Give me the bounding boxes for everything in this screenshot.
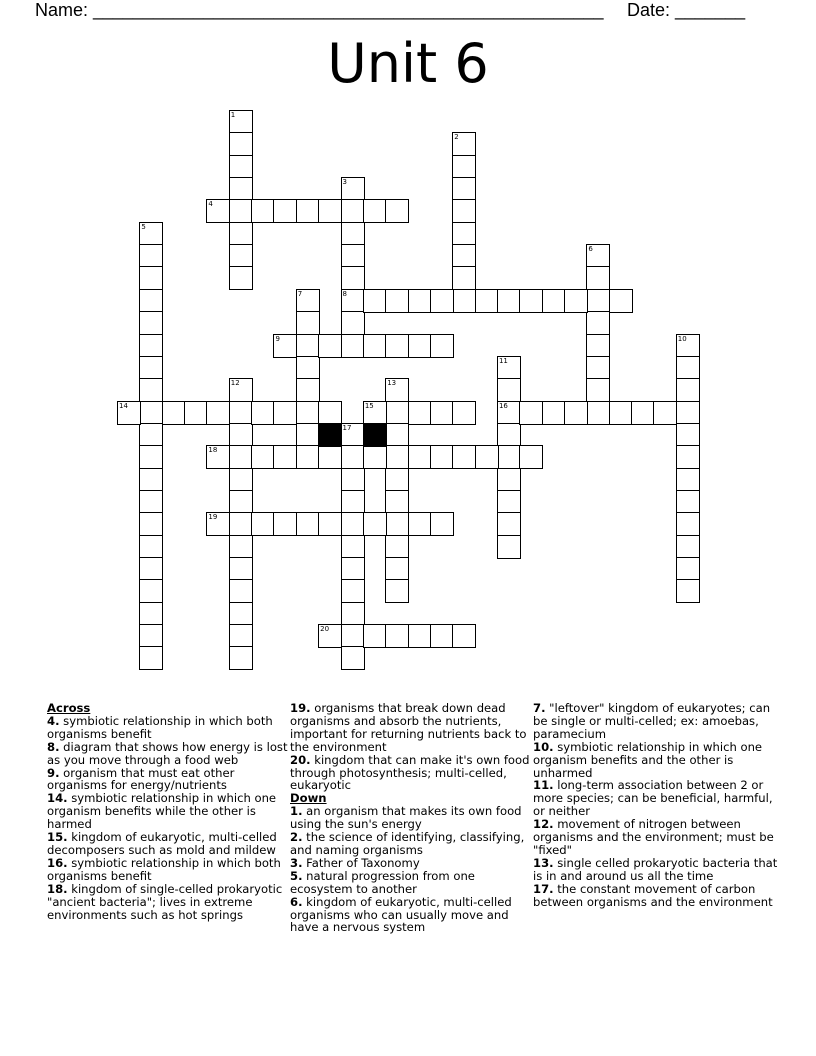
grid-cell[interactable] [341,445,365,469]
grid-cell[interactable] [452,401,476,425]
grid-cell[interactable] [251,199,275,223]
grid-cell[interactable] [251,445,275,469]
clue-text: kingdom of eukaryotic, multi-celled organisms who can usually move and have a nervous system [290,894,512,935]
across-clue [47,883,292,922]
clue-text: diagram that shows how energy is lost as you move through a food web [47,739,288,767]
grid-cell[interactable] [452,289,476,313]
clue-number-label: 19 [208,513,218,522]
grid-cell[interactable] [229,199,253,223]
grid-cell[interactable] [229,512,253,536]
across-clue [47,741,292,767]
grid-cell[interactable] [385,512,409,536]
grid-cell[interactable] [363,334,387,358]
across-clue [47,792,292,831]
grid-cell[interactable] [341,244,365,268]
grid-cell[interactable] [229,602,253,626]
grid-cell[interactable] [497,468,521,492]
grid-cell[interactable] [229,579,253,603]
grid-cell[interactable] [139,468,163,492]
clues-column-3 [533,702,778,909]
grid-cell[interactable] [519,289,543,313]
down-heading: Down [290,791,327,806]
grid-cell[interactable] [519,445,543,469]
grid-cell[interactable] [229,557,253,581]
clue-number-label: 9 [275,334,280,343]
grid-cell[interactable] [139,512,163,536]
grid-cell[interactable] [139,356,163,380]
grid-cell[interactable] [139,445,163,469]
grid-cell[interactable] [229,445,253,469]
grid-cell[interactable] [676,356,700,380]
grid-cell[interactable] [363,199,387,223]
clue-number: 3. [290,855,303,870]
grid-cell[interactable] [273,199,297,223]
across-clue [47,857,292,883]
grid-cell[interactable] [117,401,141,425]
grid-cell[interactable] [586,334,610,358]
clue-number-label: 7 [297,289,303,298]
clue-text: Father of Taxonomy [306,855,420,870]
grid-cell[interactable] [676,445,700,469]
grid-cell[interactable] [408,334,432,358]
grid-cell[interactable] [676,579,700,603]
grid-cell[interactable] [296,445,320,469]
clue-text: symbiotic relationship in which one organism benefits and the other is unharmed [533,739,763,780]
grid-cell[interactable] [497,401,521,425]
black-cell [363,423,387,447]
across-clue [290,754,535,793]
grid-cell[interactable] [273,401,297,425]
grid-cell[interactable] [139,602,163,626]
grid-cell[interactable] [251,401,275,425]
clue-number-label: 18 [208,446,218,455]
grid-cell[interactable] [341,199,365,223]
grid-cell[interactable] [676,378,700,402]
clue-number: 16. [47,855,68,870]
black-cell [318,423,342,447]
grid-cell[interactable] [139,646,163,670]
grid-cell[interactable] [564,289,588,313]
across-clue [47,767,292,793]
grid-cell[interactable] [296,356,320,380]
down-clue [290,805,535,831]
clue-number-label: 8 [342,289,347,298]
grid-cell[interactable] [139,222,163,246]
clue-text: organism that must eat other organisms for energy/nutrients [47,765,235,793]
grid-cell[interactable] [452,177,476,201]
grid-cell[interactable] [341,222,365,246]
grid-cell[interactable] [341,334,365,358]
clue-number: 2. [290,830,303,845]
grid-cell[interactable] [452,132,476,156]
grid-cell[interactable] [475,289,499,313]
grid-cell[interactable] [341,289,365,313]
grid-cell[interactable] [542,289,566,313]
grid-cell[interactable] [385,378,409,402]
clue-number-label: 16 [498,401,508,410]
grid-cell[interactable] [430,401,454,425]
grid-cell[interactable] [341,423,365,447]
grid-cell[interactable] [229,177,253,201]
grid-cell[interactable] [475,445,499,469]
down-clue [533,702,778,741]
grid-cell[interactable] [229,266,253,290]
grid-cell[interactable] [229,222,253,246]
clue-number: 14. [47,791,68,806]
grid-cell[interactable] [452,266,476,290]
grid-cell[interactable] [497,535,521,559]
clue-number-label: 14 [119,401,128,410]
grid-cell[interactable] [676,423,700,447]
grid-cell[interactable] [341,602,365,626]
clue-number-label: 15 [364,401,374,410]
grid-cell[interactable] [363,512,387,536]
grid-cell[interactable] [229,468,253,492]
grid-cell[interactable] [341,177,365,201]
grid-cell[interactable] [318,199,342,223]
grid-cell[interactable] [519,401,543,425]
clue-number-label: 4 [208,200,213,209]
grid-cell[interactable] [385,468,409,492]
grid-cell[interactable] [341,646,365,670]
grid-cell[interactable] [497,423,521,447]
grid-cell[interactable] [229,244,253,268]
grid-cell[interactable] [452,199,476,223]
grid-cell[interactable] [586,401,610,425]
grid-cell[interactable] [676,535,700,559]
grid-cell[interactable] [296,311,320,335]
grid-cell[interactable] [430,289,454,313]
grid-cell[interactable] [206,445,230,469]
grid-cell[interactable] [586,266,610,290]
clue-text: kingdom of eukaryotic, multi-celled decomposers such as mold and mildew [47,830,277,857]
grid-cell[interactable] [452,222,476,246]
grid-cell[interactable] [653,401,677,425]
grid-cell[interactable] [341,490,365,514]
grid-cell[interactable] [497,289,521,313]
clue-number-label: 17 [342,423,352,432]
clue-text: symbiotic relationship in which one organism benefits while the other is harmed [47,791,277,832]
grid-cell[interactable] [296,289,320,313]
grid-cell[interactable] [497,356,521,380]
grid-cell[interactable] [229,624,253,648]
grid-cell[interactable] [586,289,610,313]
grid-cell[interactable] [497,512,521,536]
grid-cell[interactable] [452,445,476,469]
grid-cell[interactable] [363,289,387,313]
grid-cell[interactable] [139,311,163,335]
grid-cell[interactable] [609,289,633,313]
clue-number: 5. [290,868,303,883]
grid-cell[interactable] [318,445,342,469]
clue-number: 15. [47,830,68,845]
grid-cell[interactable] [139,244,163,268]
grid-cell[interactable] [229,132,253,156]
grid-cell[interactable] [385,579,409,603]
grid-cell[interactable] [318,334,342,358]
grid-cell[interactable] [206,199,230,223]
grid-cell[interactable] [586,244,610,268]
grid-cell[interactable] [273,334,297,358]
grid-cell[interactable] [408,512,432,536]
clue-number: 7. [533,701,546,715]
clue-text: kingdom that can make it's own food through photosynthesis; multi-celled, eukaryotic [290,752,530,793]
grid-cell[interactable] [341,535,365,559]
clue-number-label: 5 [141,222,146,231]
clue-number-label: 3 [342,178,347,187]
clues-column-2 [290,702,535,934]
across-clue [290,702,535,754]
clue-text: the constant movement of carbon between organisms and the environment [533,881,773,909]
grid-cell[interactable] [363,624,387,648]
grid-cell[interactable] [341,512,365,536]
grid-cell[interactable] [229,646,253,670]
across-heading: Across [47,701,91,715]
down-clue [290,896,535,935]
clue-number: 10. [533,739,554,754]
grid-cell[interactable] [385,423,409,447]
grid-cell[interactable] [318,401,342,425]
clue-number: 1. [290,804,303,819]
grid-cell[interactable] [229,423,253,447]
grid-cell[interactable] [430,624,454,648]
clue-number: 13. [533,855,554,870]
clue-number-label: 11 [498,356,508,365]
clues-column-1 [47,702,292,921]
clue-text: movement of nitrogen between organisms and the environment; must be "fixed" [533,817,774,857]
down-clue [533,741,778,780]
grid-cell[interactable] [139,624,163,648]
grid-cell[interactable] [452,244,476,268]
across-clue [47,715,292,741]
grid-cell[interactable] [408,445,432,469]
grid-cell[interactable] [206,401,230,425]
clue-number: 19. [290,701,311,715]
clue-number-label: 2 [454,133,459,142]
grid-cell[interactable] [341,468,365,492]
clue-number: 12. [533,817,554,832]
down-clue [533,883,778,909]
clue-number: 20. [290,752,311,767]
grid-cell[interactable] [564,401,588,425]
clue-text: "leftover" kingdom of eukaryotes; can be single or multi-celled; ex: amoebas, paramecium [533,701,771,741]
grid-cell[interactable] [341,624,365,648]
grid-cell[interactable] [139,579,163,603]
page-title: Unit 6 [327,32,489,95]
date-field: Date: _______ [627,0,746,20]
grid-cell[interactable] [385,490,409,514]
grid-cell[interactable] [385,624,409,648]
clue-text: kingdom of single-celled prokaryotic "ancient bacteria"; lives in extreme environments such as hot springs [47,881,283,922]
grid-cell[interactable] [229,535,253,559]
grid-cell[interactable] [452,155,476,179]
grid-cell[interactable] [273,445,297,469]
grid-cell[interactable] [184,401,208,425]
grid-cell[interactable] [385,401,409,425]
grid-cell[interactable] [497,445,521,469]
grid-cell[interactable] [542,401,566,425]
down-clue [290,831,535,857]
down-clue [533,857,778,883]
grid-cell[interactable] [385,445,409,469]
grid-cell[interactable] [206,512,230,536]
grid-cell[interactable] [497,490,521,514]
grid-cell[interactable] [318,512,342,536]
grid-cell[interactable] [385,289,409,313]
grid-cell[interactable] [586,311,610,335]
down-clue [533,779,778,818]
grid-cell[interactable] [318,624,342,648]
grid-cell[interactable] [341,266,365,290]
grid-cell[interactable] [296,378,320,402]
grid-cell[interactable] [139,378,163,402]
down-clue [533,818,778,857]
clue-number-label: 10 [677,334,687,343]
clue-number: 17. [533,881,554,896]
name-field: Name: ___________________________________________________ [35,0,604,20]
clue-number-label: 13 [387,379,397,388]
grid-cell[interactable] [430,512,454,536]
grid-cell[interactable] [385,199,409,223]
grid-cell[interactable] [631,401,655,425]
grid-cell[interactable] [452,624,476,648]
clue-number-label: 1 [230,111,236,119]
grid-cell[interactable] [296,334,320,358]
grid-cell[interactable] [139,490,163,514]
grid-cell[interactable] [385,535,409,559]
grid-cell[interactable] [586,356,610,380]
clue-number: 11. [533,778,554,793]
grid-cell[interactable] [229,490,253,514]
grid-cell[interactable] [341,579,365,603]
grid-cell[interactable] [229,401,253,425]
grid-cell[interactable] [139,289,163,313]
clue-text: long-term association between 2 or more species; can be beneficial, harmful, or neither [533,778,773,819]
grid-cell[interactable] [408,401,432,425]
clue-number: 18. [47,881,68,896]
grid-cell[interactable] [363,445,387,469]
clue-text: the science of identifying, classifying, and naming organisms [290,830,525,857]
grid-cell[interactable] [341,557,365,581]
grid-cell[interactable] [363,401,387,425]
grid-cell[interactable] [251,512,275,536]
grid-cell[interactable] [385,334,409,358]
clue-number-label: 6 [588,245,593,254]
clue-number: 9. [47,765,60,780]
clue-number-label: 12 [230,379,240,388]
clue-text: symbiotic relationship in which both organisms benefit [47,713,273,741]
grid-cell[interactable] [609,401,633,425]
grid-cell[interactable] [676,557,700,581]
grid-cell[interactable] [139,557,163,581]
grid-cell[interactable] [408,624,432,648]
grid-cell[interactable] [139,266,163,290]
clue-text: single celled prokaryotic bacteria that is in and around us all the time [533,855,778,883]
clue-text: natural progression from one ecosystem to another [290,868,475,896]
clue-number-label: 20 [320,625,330,634]
grid-cell[interactable] [139,334,163,358]
grid-cell[interactable] [676,490,700,514]
clue-number: 4. [47,713,60,728]
grid-cell[interactable] [162,401,186,425]
grid-cell[interactable] [676,334,700,358]
clue-text: organisms that break down dead organisms and absorb the nutrients, important for returning nutrients back to the environment [290,701,527,754]
clue-text: an organism that makes its own food using the sun's energy [290,804,522,832]
grid-cell[interactable] [139,401,163,425]
grid-cell[interactable] [676,512,700,536]
grid-cell[interactable] [139,535,163,559]
grid-cell[interactable] [676,468,700,492]
grid-cell[interactable] [408,289,432,313]
grid-cell[interactable] [139,423,163,447]
grid-cell[interactable] [497,378,521,402]
grid-cell[interactable] [229,155,253,179]
grid-cell[interactable] [296,512,320,536]
grid-cell[interactable] [273,512,297,536]
grid-cell[interactable] [341,311,365,335]
clue-text: symbiotic relationship in which both organisms benefit [47,855,281,883]
grid-cell[interactable] [430,445,454,469]
grid-cell[interactable] [430,334,454,358]
clue-number: 8. [47,739,60,754]
grid-cell[interactable] [229,378,253,402]
down-clue [290,870,535,896]
grid-cell[interactable] [296,423,320,447]
clue-number: 6. [290,894,303,909]
grid-cell[interactable] [586,378,610,402]
grid-cell[interactable] [385,557,409,581]
grid-cell[interactable] [296,199,320,223]
grid-cell[interactable] [296,401,320,425]
grid-cell[interactable] [229,110,253,134]
grid-cell[interactable] [676,401,700,425]
across-clue [47,831,292,857]
